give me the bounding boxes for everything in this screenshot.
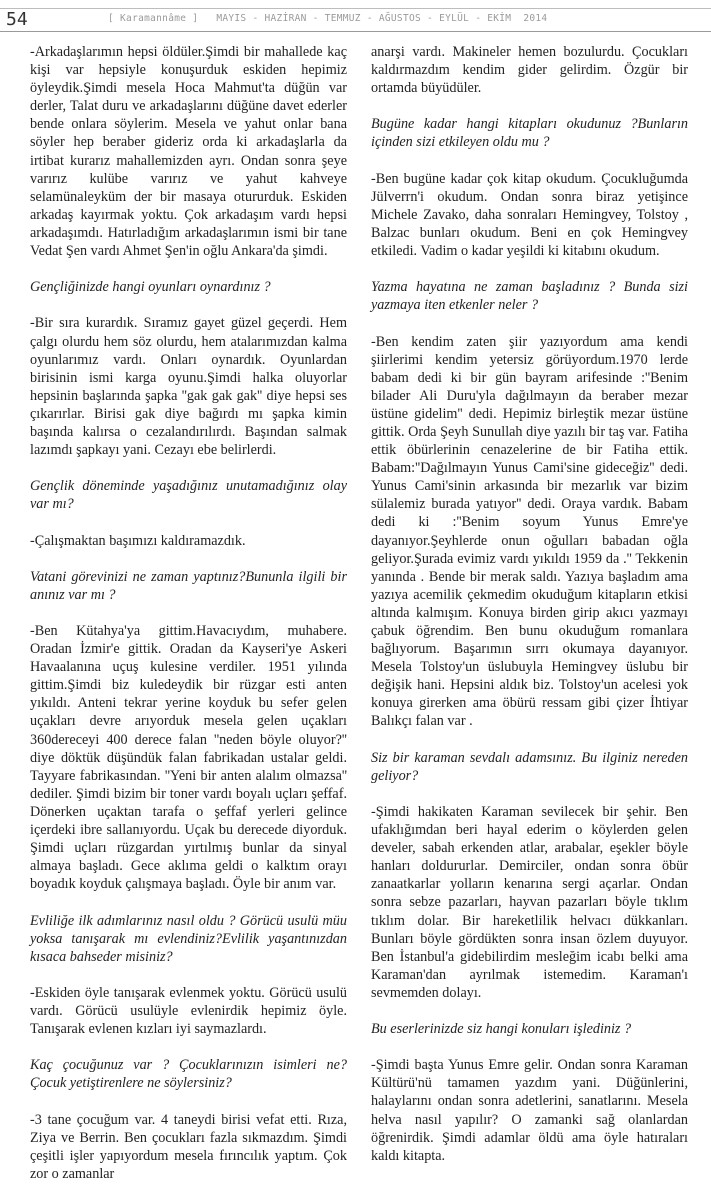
question-heading: Siz bir karaman sevdalı adamsınız. Bu ilginiz nereden geliyor? [371, 749, 688, 784]
question-heading: Bugüne kadar hangi kitapları okudunuz ?Bunların içinden sizi etkileyen oldu mu ? [371, 116, 688, 151]
question-heading: Vatani görevinizi ne zaman yaptınız?Bununla ilgili bir anınız var mı ? [30, 568, 347, 603]
question-heading: Yazma hayatına ne zaman başladınız ? Bunda sizi yazmaya iten etkenler neler ? [371, 279, 688, 314]
answer-paragraph: -Şimdi hakikaten Karaman sevilecek bir şehir. Ben ufaklığımdan beri hayal ederim o köylerden gelen develer, sabah erkenden atlar, arabalar, eşekler böyle hanları doldururlar. Demirciler, ondan sonra öbür zanaatkarlar yolların kenarına sergi açarlar. Ondan sonra sebze pazarları, hayvan pazarları böyle tıklım tıklım dolar. Bir hareketlilik helvacı dükkanları. Bunları böyle gördükten sonra insan özlem duyuyor. Ben İstanbul'a gidebilirdim mesleğim icabı belki ama Karaman'dan ayrılmak istemedim. Karaman'ı sevmemden dolayı. [371, 803, 688, 1001]
answer-paragraph: -Ben bugüne kadar çok kitap okudum. Çocukluğumda Jülverrn'i okudum. Ondan sonra biraz yetişince Michele Zavako, daha sonraları Hemingvey, Tolstoy , Balzac bunları okudum. Beni en çok Hemingvey etkiledi. Vadim o kadar yeşildi ki kitabını okudum. [371, 170, 688, 260]
answer-paragraph: -Eskiden öyle tanışarak evlenmek yoktu. Görücü usulü vardı. Görücü usulüyle evlenirdik hepimiz öyle. Tanışarak evlenen kızları iyi saymazlardı. [30, 984, 347, 1038]
page-number: 54 [6, 9, 28, 30]
answer-paragraph: -Çalışmaktan başımızı kaldıramazdık. [30, 532, 246, 549]
answer-paragraph: -Şimdi başta Yunus Emre gelir. Ondan sonra Karaman Kültürü'nü tamamen yazdım yani. Düğünlerini, halaylarını ondan sonra adetlerini, sanatlarını. Mesela helva nasıl yapılır? O zamanki sağ olanlardan öğrenirdik. Şimdi adamlar öldü ama öyle hatıraları kaldı kitapta. [371, 1057, 688, 1164]
running-title: [ Karamannâme ] MAYIS - HAZİRAN - TEMMUZ - AĞUSTOS - EYLÜL - EKİM 2014 [108, 13, 548, 24]
answer-paragraph: -Arkadaşlarımın hepsi öldüler.Şimdi bir mahallede kaç kişi var hepsiyle konuşurduk eskiden hepimiz öyleydik.Şimdi mesela Hoca Mahmut'ta düğün var derler, Talat duru ve arkadaşlarını düğüne davet ederler bende onlara söylerim. Mesela ve yahut onlar bana söyler hep beraber gideriz orda ki arkadaşlarla da irtibat kurarız mahallemizden ayrı. Ondan sonra şeye varırız kulübe varırız ve yahut kahveye selamünaleyküm der bir masaya otururduk. Eskiden arkadaş kayırmak yoktu. Çok arkadaşım vardı hepsi arkadaşımdı. Hatırladığım arkadaşlarımın ismi bir tane Vedat Şen vardı Ahmet Şen'in oğlu Ankara'da şimdi. [30, 44, 347, 260]
left-column [30, 43, 347, 1201]
answer-paragraph: -3 tane çocuğum var. 4 taneydi birisi vefat etti. Rıza, Ziya ve Berrin. Ben çocukları fazla sıkmazdım. Şimdi çeşitli işler yapıyordum mesela fırıncılık yaptım. Çok zor o zamanlar [30, 1111, 347, 1182]
question-heading: Gençliğinizde hangi oyunları oynardınız ? [30, 279, 271, 296]
page-header [0, 0, 711, 36]
header-top-rule [0, 8, 711, 9]
answer-paragraph: anarşi vardı. Makineler hemen bozulurdu. Çocukları kaldırmazdım kendim gider gelirdim. Özgür bir ortamda büyüdüler. [371, 44, 688, 97]
question-heading: Kaç çocuğunuz var ? Çocuklarınızın isimleri ne? Çocuk yetiştirenlere ne söylersiniz? [30, 1057, 347, 1092]
answer-paragraph: -Bir sıra kurardık. Sıramız gayet güzel geçerdi. Hem çalgı olurdu hem söz olurdu, hem atalarımızdan kalma oyunlarımız vardı. Onları oynardık. Oyunlardan birisinin ismi karga oyunu.Şimdi halka oluyorlar hepsinin başlarında şapka ''gak gak gak'' diye hepsi ses çıkarırlar. Birisi gak diye bağırdı mı şapka kimin başında kalırsa o cezalandırılırdı. Başından salmak lazımdı şapkayı yani. Cezayı ebe belirlerdi. [30, 315, 347, 459]
answer-paragraph: -Ben Kütahya'ya gittim.Havacıydım, muhabere. Oradan İzmir'e gittik. Oradan da Kayseri'ye Askeri Havaalanına uçuş kulesine verdiler. 1951 yılında gittim.Şimdi biz kuledeydik bir rüzgar esti anten yıkıldı. Anteni tekrar yerine koyduk bu sefer gelen uçakları devre arıyorduk mesela gelen uçakları 360dereceyi 400 derece falan ''neden böyle oluyor?'' diye döktük düşündük falan fabrikadan ustalar geldi. Tayyare fabrikasından. ''Yeni bir anten alalım olmazsa'' dediler. Şimdi bizim bir toner vardı boyalı uçları şeffaf. Dönerken uçaktan tarafa o şeffaf yerleri gelince içerdeki ibre sallanıyordu. Uçak bu derecede diyorduk. Şimdi uçları rüzgardan yırtılmış bunlar da sinyal almaya başladı. Gece aklıma geldi o kalktım orayı boyadık koyduk çalışmaya başladı. Öyle bir anım var. [30, 623, 347, 893]
question-heading: Gençlik döneminde yaşadığınız unutamadığınız olay var mı? [30, 478, 347, 513]
question-heading: Evliliğe ilk adımlarınız nasıl oldu ? Görücü usulü müu yoksa tanışarak mı evlendiniz?Evlilik yaşantınızdan kısaca bahseder misiniz? [30, 912, 347, 965]
right-column [371, 43, 688, 1183]
question-heading: Bu eserlerinizde siz hangi konuları işlediniz ? [371, 1021, 632, 1038]
header-bottom-rule [0, 31, 711, 32]
answer-paragraph: -Ben kendim zaten şiir yazıyordum ama kendi şiirlerimi kendim yetersiz görüyordum.1970 lerde babam dedi ki bir gün bayram arifesinde :''Benim bilader Ali Duru'yla dağılmayın da beraber mezar üstüne gidelim'' dedi. Hepimiz birleştik mezar üstüne gittik. Orda Şeyh Sunullah diye yazılı bir taş var. Fatiha ettik öbürlerinin cenazelerine de bir Fatiha ettik. Babam:''Dağılmayın Yunus Cami'sine gideceğiz'' dedi. Yunus Cami'sinin arkasında bir mezarlık var bizim sülalemiz burada yatıyor'' dedi. Oraya vardık. Babam dedi ki :''Benim soyum Yunus Emre'ye dayanıyor.Şeyhlerde onun oğulları babadan oğla geliyor.Şurada evimiz vardı yıkıldı 1959 da .'' Tekkenin yanında . Bende bir merak saldı. Yazıya başladım ama yazıya acemilik çekmedim okuduğum kitapların etkisi altında kalmışım. Konuya birden girip akıcı yazmayı çabuk öğrendim. Ben bunu okuduğum romanlara bağlıyorum. Başarımın sırrı okumaya dayanıyor. Mesela Tolstoy'un üslubuyla Hemingvey üslubu bir değişik hani. Hepsini aldık biz. Tolstoy'un acelesi yok konuya girerken ama öbürü ressam gibi çizer İhtiyar Balıkçı falan var . [371, 333, 688, 730]
